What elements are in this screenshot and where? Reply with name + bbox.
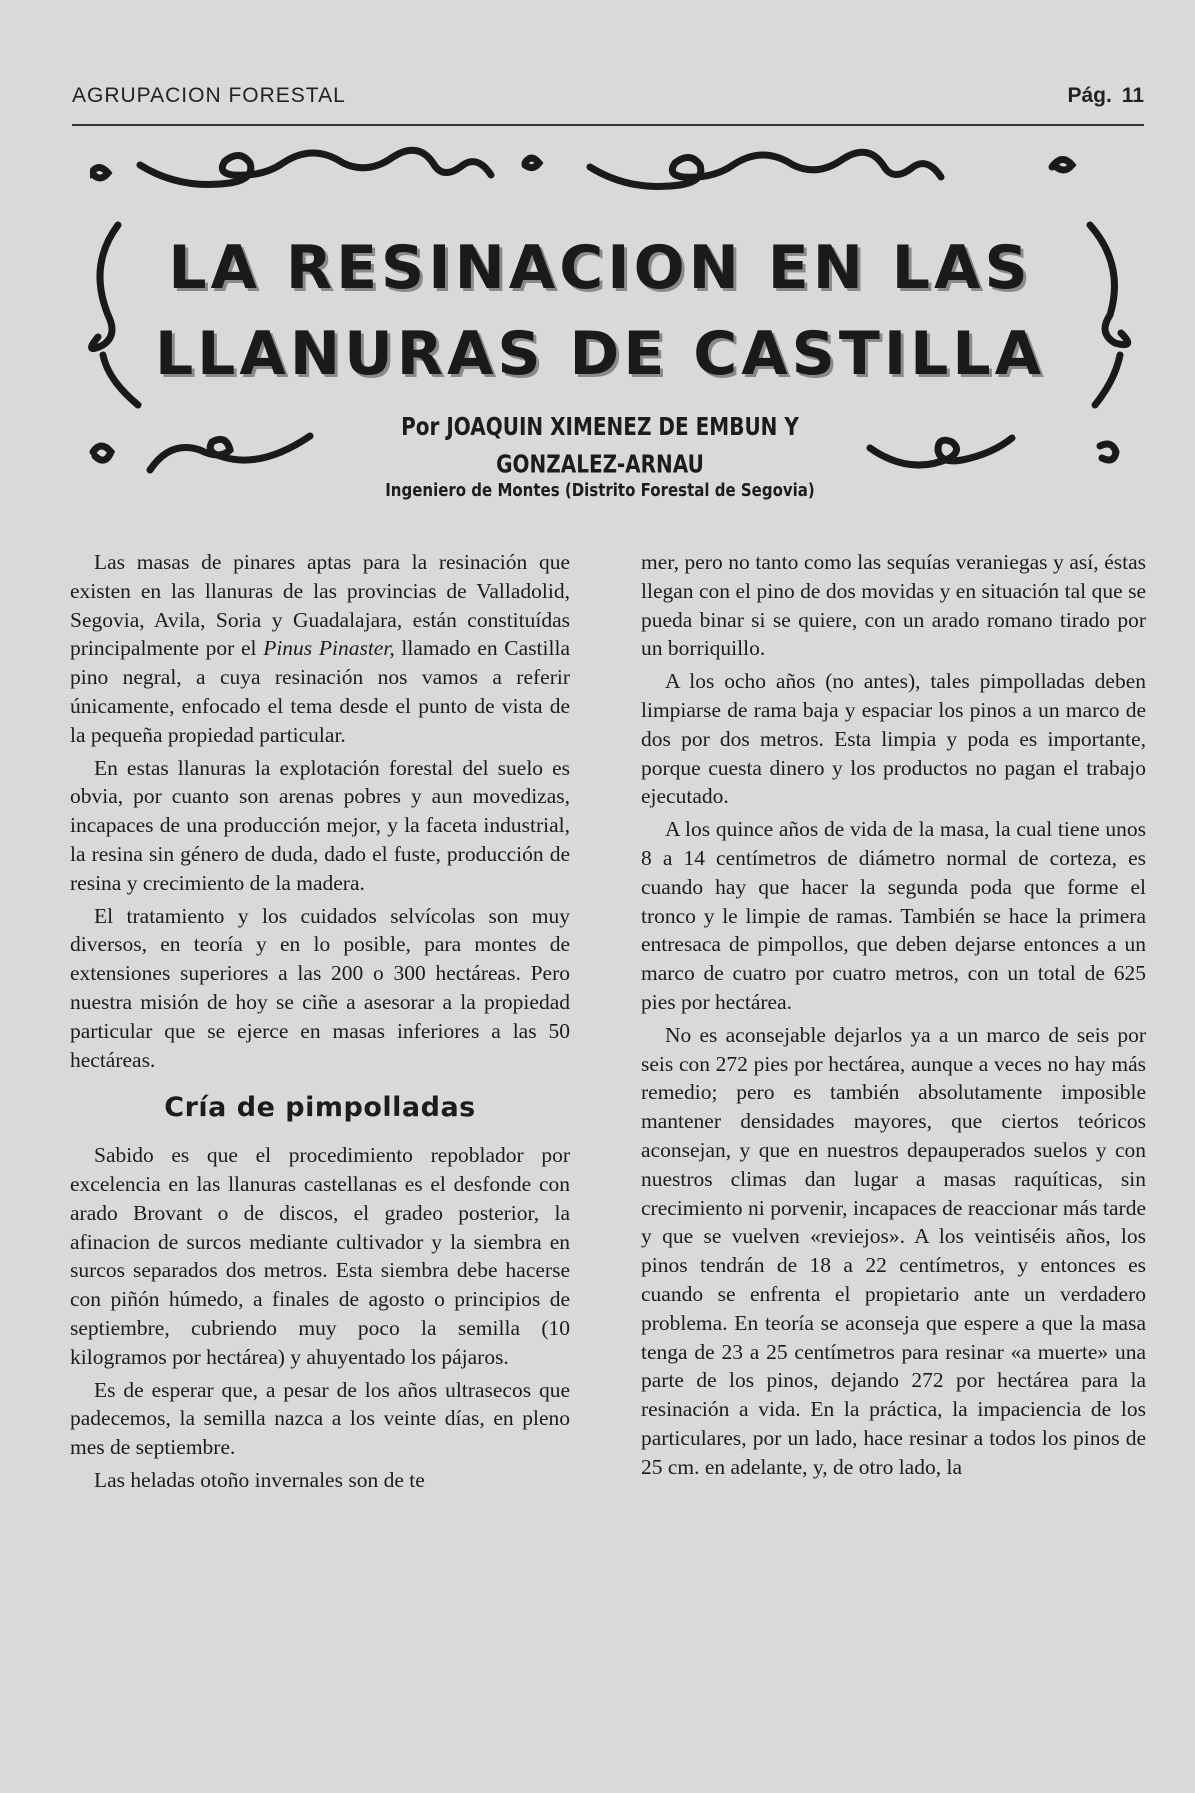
paragraph-text: Las masas de pinares aptas para la resinación que existen en las llanuras de las provincias de Valladolid, Segovia, Avila, Soria y Guadalajara, están constituídas principalmente por el — [70, 550, 570, 661]
title-line-2: LLANURAS DE CASTILLA — [154, 319, 1046, 389]
left-bracket-ornament-icon — [88, 215, 158, 415]
running-head — [72, 84, 1144, 126]
paragraph — [70, 548, 570, 750]
title-line-1: LA RESINACION EN LAS — [168, 233, 1032, 303]
paragraph: A los ocho años (no antes), tales pimpolladas deben limpiarse de rama baja y espaciar los pinos a un marco de dos por dos metros. Esta limpia y poda es importante, porque cuesta dinero y los productos no pagan el trabajo ejecutado. — [641, 669, 1146, 809]
paragraph: Sabido es que el procedimiento repoblador por excelencia en las llanuras castellanas es el desfonde con arado Brovant o de discos, el gradeo posterior, la afinacion de surcos mediante cultivador y la siembra en surcos separados dos metros. Esta siembra debe hacerse con piñón húmedo, a finales de agosto o principios de septiembre, cubriendo muy poco la semilla (10 kilogramos por hectárea) y ahuyentado los pájaros. — [70, 1143, 570, 1369]
publication-name: AGRUPACION FORESTAL — [72, 84, 346, 107]
page-number-label — [1057, 84, 1144, 108]
page-label: Pág. — [1067, 84, 1112, 107]
paragraph-text: llamado en Castilla pino negral, a cuya resinación nos vamos a referir únicamente, enfocado el tema desde el punto de vista de la pequeña propiedad particular. — [70, 636, 570, 747]
top-scroll-ornament-icon — [90, 145, 1140, 210]
paragraph: Es de esperar que, a pesar de los años ultrasecos que padecemos, la semilla nazca a los veinte días, en pleno mes de septiembre. — [70, 1377, 570, 1460]
author-role: Ingeniero de Montes (Distrito Forestal de Segovia) — [385, 479, 815, 501]
right-column — [641, 548, 1146, 1486]
author-name: Por JOAQUIN XIMENEZ DE EMBUN Y GONZALEZ-ARNAU — [401, 411, 799, 479]
byline — [340, 411, 860, 505]
right-bracket-ornament-icon — [1080, 215, 1150, 415]
left-column — [70, 548, 570, 1499]
paragraph: El tratamiento y los cuidados selvícolas son muy diversos, en teoría y en lo posible, para montes de extensiones superiores a las 200 o 300 hectáreas. Pero nuestra misión de hoy se ciñe a asesorar a la propiedad particular que se ejerce en masas inferiores a las 50 hectáreas. — [70, 903, 570, 1072]
bottom-right-scroll-ornament-icon — [860, 430, 1130, 490]
paragraph: No es aconsejable dejarlos ya a un marco de seis por seis con 272 pies por hectárea, aunque a veces no hay más remedio; pero es también absolutamente imposible mantener densidades mayores, que ciertos teóricos aconsejan, y que en nuestros depauperados suelos y con nuestros climas dan lugar a masas raquíticas, sin crecimiento ni porvenir, incapaces de reaccionar más tarde y que se vuelven «reviejos». A los veintiséis años, los pinos tendrán de 18 a 22 centímetros, y entonces es cuando se enfrenta el propietario ante un verdadero problema. En teoría se aconseja que espere a que la masa tenga de 23 a 25 centímetros para resinar «a muerte» una parte de los pinos, dejando 272 por hectárea para la resinación a vida. En la práctica, la impaciencia de los particulares, por un lado, hace resinar a todos los pinos de 25 cm. en adelante, y, de otro lado, la — [641, 1022, 1146, 1479]
paragraph: En estas llanuras la explotación forestal del suelo es obvia, por cuanto son arenas pobres y aun movedizas, incapaces de una producción mejor, y la faceta industrial, la resina sin género de duda, dado el fuste, producción de resina y crecimiento de la madera. — [70, 755, 570, 895]
section-heading: Cría de pimpolladas — [164, 1092, 476, 1124]
paragraph: A los quince años de vida de la masa, la cual tiene unos 8 a 14 centímetros de diámetro normal de corteza, es cuando hay que hacer la segunda poda que forme el tronco y le limpie de ramas. También se hace la primera entresaca de pimpollos, que deben dejarse entonces a un marco de cuatro por cuatro metros, con un total de 625 pies por hectárea. — [641, 817, 1146, 1014]
paragraph: mer, pero no tanto como las sequías veraniegas y así, éstas llegan con el pino de dos movidas y en situación tal que se pueda binar si se quiere, con un arado romano tirado por un borriquillo. — [641, 550, 1146, 661]
species-name: Pinus Pinaster, — [263, 636, 395, 661]
bottom-left-scroll-ornament-icon — [85, 430, 355, 490]
paragraph: Las heladas otoño invernales son de te — [94, 1467, 425, 1492]
article-title — [150, 225, 1050, 397]
page-number: 11 — [1121, 84, 1144, 107]
